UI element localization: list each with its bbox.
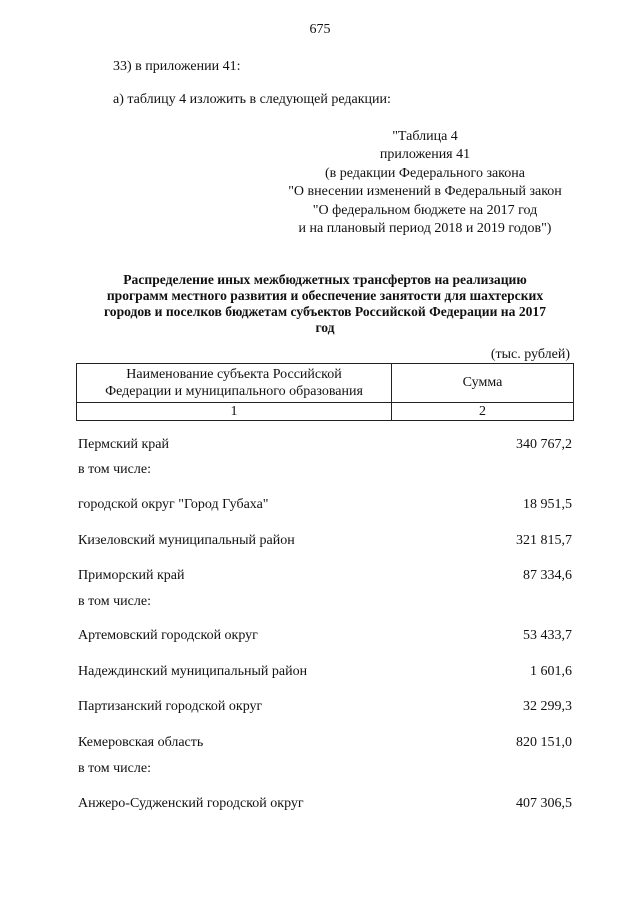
table-caption bbox=[265, 128, 585, 238]
header-sum-cell: Сумма bbox=[392, 364, 574, 403]
row-value: 321 815,7 bbox=[516, 533, 572, 548]
row-value: 53 433,7 bbox=[523, 628, 572, 643]
row-name: Приморский край bbox=[78, 568, 185, 583]
column-number-1: 1 bbox=[77, 403, 392, 421]
row-name: Анжеро-Судженский городской округ bbox=[78, 796, 304, 811]
row-name: Надеждинский муниципальный район bbox=[78, 664, 308, 679]
row-value: 340 767,2 bbox=[516, 437, 572, 452]
caption-line: "Таблица 4 bbox=[392, 129, 458, 144]
caption-line: "О внесении изменений в Федеральный закон bbox=[288, 184, 562, 200]
page-number: 675 bbox=[309, 22, 331, 37]
caption-line: (в редакции Федерального закона bbox=[325, 165, 525, 181]
title-line: программ местного развития и обеспечение занятости для шахтерских bbox=[106, 288, 544, 303]
caption-line: приложения 41 bbox=[379, 147, 471, 163]
paragraph-subitem-a: а) таблицу 4 изложить в следующей редакции: bbox=[113, 92, 391, 107]
title-line: городов и поселков бюджетам субъектов Российской Федерации на 2017 bbox=[103, 304, 547, 319]
caption-line: "О федеральном бюджете на 2017 год bbox=[312, 202, 538, 218]
row-value: 18 951,5 bbox=[523, 497, 572, 512]
document-title bbox=[78, 272, 572, 336]
row-name: в том числе: bbox=[78, 462, 151, 477]
row-name: Артемовский городской округ bbox=[78, 628, 258, 643]
row-name: в том числе: bbox=[78, 761, 151, 776]
row-value: 32 299,3 bbox=[523, 699, 572, 714]
row-name: городской округ "Город Губаха" bbox=[78, 497, 269, 512]
row-name: Партизанский городской округ bbox=[78, 699, 263, 714]
row-value: 820 151,0 bbox=[516, 735, 572, 750]
row-name: Кемеровская область bbox=[78, 735, 204, 750]
title-line: Распределение иных межбюджетных трансфертов на реализацию bbox=[123, 272, 527, 287]
header-name-line: Наименование субъекта Российской bbox=[126, 367, 342, 382]
units-label: (тыс. рублей) bbox=[490, 347, 570, 362]
header-name-cell bbox=[77, 364, 392, 403]
column-number-2: 2 bbox=[392, 403, 574, 421]
row-name: в том числе: bbox=[78, 594, 151, 609]
header-name-line: Федерации и муниципального образования bbox=[105, 384, 363, 399]
table-header bbox=[76, 363, 574, 421]
row-value: 407 306,5 bbox=[516, 796, 572, 811]
row-name: Кизеловский муниципальный район bbox=[78, 533, 295, 548]
paragraph-item-33: 33) в приложении 41: bbox=[113, 59, 241, 74]
caption-line: и на плановый период 2018 и 2019 годов") bbox=[298, 221, 552, 237]
title-line: год bbox=[315, 320, 335, 335]
row-value: 1 601,6 bbox=[530, 664, 572, 679]
row-value: 87 334,6 bbox=[523, 568, 572, 583]
row-name: Пермский край bbox=[78, 437, 169, 452]
